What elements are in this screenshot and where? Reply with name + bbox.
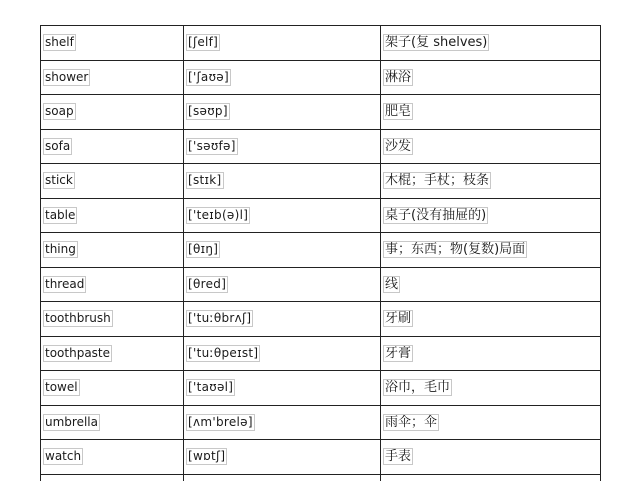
ipa-text: ['səʊfə] xyxy=(188,138,236,153)
meaning-cell xyxy=(381,198,601,233)
table-row xyxy=(41,302,601,337)
meaning-cell xyxy=(381,405,601,440)
ipa-text: [ʌm'brelə] xyxy=(188,414,253,429)
meaning-text: 牙膏 xyxy=(385,345,412,361)
word-cell xyxy=(41,405,184,440)
meaning-cell xyxy=(381,164,601,199)
meaning-cell xyxy=(381,95,601,130)
word-text: watch xyxy=(45,449,82,464)
meaning-text: 桌子(没有抽屉的) xyxy=(385,207,487,223)
table-row xyxy=(41,26,601,61)
ipa-text: [θred] xyxy=(188,276,227,291)
meaning-text: 淋浴 xyxy=(385,69,412,85)
meaning-text: 浴巾，毛巾 xyxy=(385,380,451,396)
meaning-text: 牙刷 xyxy=(385,311,412,327)
meaning-cell xyxy=(381,233,601,268)
ipa-cell xyxy=(184,60,381,95)
word-cell xyxy=(41,95,184,130)
meaning-text: 手表 xyxy=(385,449,412,465)
ipa-text: [səʊp] xyxy=(188,104,228,119)
meaning-cell xyxy=(381,267,601,302)
table-row xyxy=(41,267,601,302)
ipa-cell xyxy=(184,233,381,268)
table-row xyxy=(41,198,601,233)
ipa-cell xyxy=(184,198,381,233)
word-cell xyxy=(41,440,184,475)
ipa-cell xyxy=(184,164,381,199)
table-row xyxy=(41,336,601,371)
meaning-cell xyxy=(381,129,601,164)
ipa-text: [ʃelf] xyxy=(188,35,219,50)
ipa-text: [θɪŋ] xyxy=(188,242,219,257)
word-text: table xyxy=(45,207,76,222)
meaning-cell xyxy=(381,26,601,61)
table-row-partial xyxy=(41,474,601,481)
table-row xyxy=(41,95,601,130)
ipa-cell xyxy=(184,440,381,475)
word-text: soap xyxy=(45,104,74,119)
ipa-cell xyxy=(184,95,381,130)
word-cell xyxy=(41,164,184,199)
table-row xyxy=(41,164,601,199)
meaning-cell xyxy=(381,60,601,95)
word-text: toothpaste xyxy=(45,345,111,360)
ipa-cell xyxy=(184,371,381,406)
word-text: shelf xyxy=(45,35,74,50)
word-cell xyxy=(41,371,184,406)
word-text: thread xyxy=(45,276,85,291)
ipa-cell xyxy=(184,405,381,440)
ipa-text: [stɪk] xyxy=(188,173,222,188)
ipa-text: ['teɪb(ə)l] xyxy=(188,207,249,222)
table-row xyxy=(41,129,601,164)
ipa-text: ['tuːθbrʌʃ] xyxy=(188,311,252,326)
table-row xyxy=(41,440,601,475)
word-text: sofa xyxy=(45,138,71,153)
ipa-cell xyxy=(184,336,381,371)
meaning-cell xyxy=(381,440,601,475)
meaning-text: 肥皂 xyxy=(385,104,412,120)
meaning-text: 架子(复 shelves) xyxy=(385,35,488,51)
word-cell xyxy=(41,233,184,268)
meaning-text: 线 xyxy=(385,276,399,292)
table-row xyxy=(41,371,601,406)
meaning-text: 事；东西；物(复数)局面 xyxy=(385,242,526,258)
table-row xyxy=(41,60,601,95)
meaning-cell xyxy=(381,336,601,371)
ipa-text: ['tuːθpeɪst] xyxy=(188,345,259,360)
word-text: stick xyxy=(45,173,73,188)
vocabulary-table xyxy=(40,25,601,481)
ipa-text: [wɒtʃ] xyxy=(188,449,226,464)
ipa-text: ['taʊəl] xyxy=(188,380,234,395)
word-cell xyxy=(41,267,184,302)
meaning-text: 沙发 xyxy=(385,138,412,154)
word-cell xyxy=(41,60,184,95)
word-cell xyxy=(41,302,184,337)
empty-cell xyxy=(381,474,601,481)
word-text: toothbrush xyxy=(45,311,111,326)
word-cell xyxy=(41,336,184,371)
table-row xyxy=(41,405,601,440)
meaning-text: 木棍；手杖；枝条 xyxy=(385,173,490,189)
table-row xyxy=(41,233,601,268)
word-text: shower xyxy=(45,69,89,84)
ipa-cell xyxy=(184,302,381,337)
ipa-cell xyxy=(184,26,381,61)
word-text: thing xyxy=(45,242,76,257)
empty-cell xyxy=(184,474,381,481)
word-cell xyxy=(41,198,184,233)
word-text: towel xyxy=(45,380,78,395)
meaning-cell xyxy=(381,302,601,337)
meaning-cell xyxy=(381,371,601,406)
vocabulary-table-body xyxy=(41,26,601,481)
ipa-cell xyxy=(184,129,381,164)
ipa-text: ['ʃaʊə] xyxy=(188,69,229,84)
ipa-cell xyxy=(184,267,381,302)
word-cell xyxy=(41,129,184,164)
empty-cell xyxy=(41,474,184,481)
word-cell xyxy=(41,26,184,61)
word-text: umbrella xyxy=(45,414,98,429)
meaning-text: 雨伞；伞 xyxy=(385,414,438,430)
